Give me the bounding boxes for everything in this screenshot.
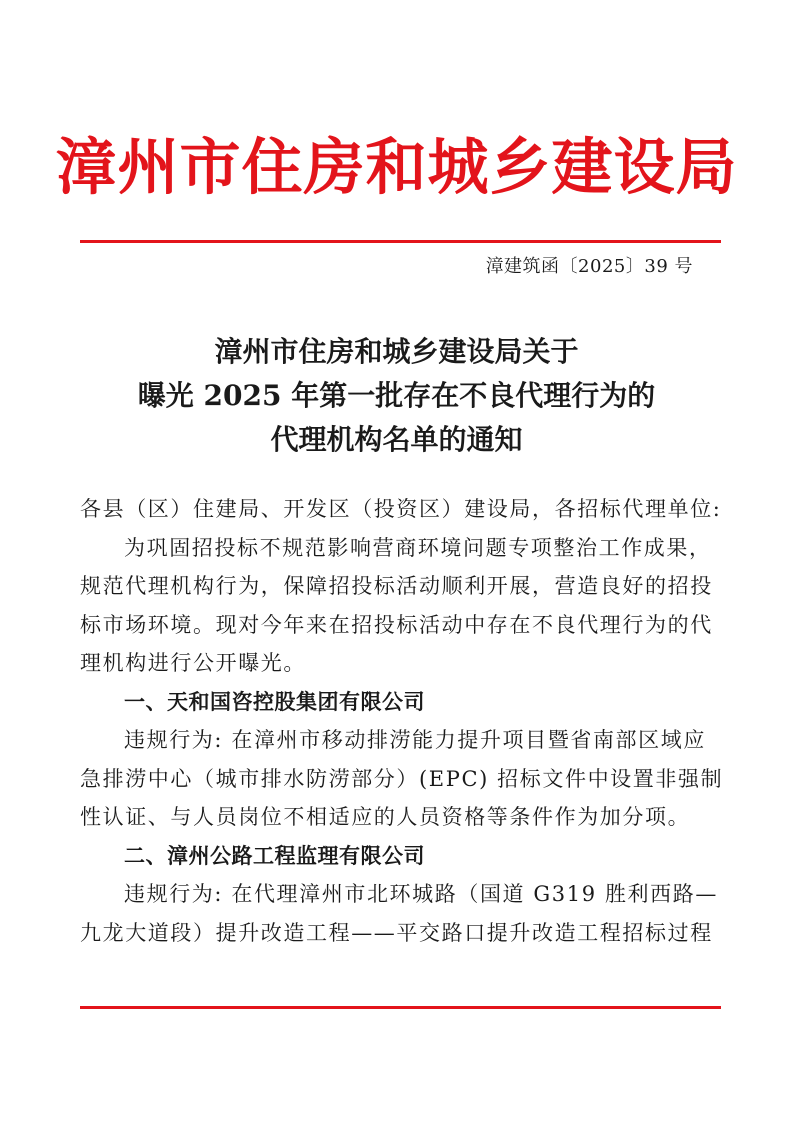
letterhead-top-rule [80, 240, 721, 243]
document-number: 漳建筑函〔2025〕39 号 [485, 256, 693, 277]
section-line: 性认证、与人员岗位不相适应的人员资格等条件作为加分项。 [80, 805, 691, 829]
section-heading: 一、天和国咨控股集团有限公司 [124, 689, 425, 714]
document-title [0, 330, 793, 462]
intro-line: 理机构进行公开曝光。 [80, 651, 306, 675]
section-line: 急排涝中心（城市排水防涝部分）(EPC) 招标文件中设置非强制 [80, 766, 724, 791]
intro-line: 为巩固招投标不规范影响营商环境问题专项整治工作成果， [124, 535, 712, 560]
title-line-2: 曝光 2025 年第一批存在不良代理行为的 [137, 379, 656, 412]
letterhead-bottom-rule [80, 1006, 721, 1009]
letterhead-title: 漳州市住房和城乡建设局 [55, 132, 738, 203]
intro-paragraph [80, 529, 720, 683]
intro-line: 规范代理机构行为，保障招投标活动顺利开展，营造良好的招投 [80, 574, 713, 598]
section-line: 违规行为: 在代理漳州市北环城路（国道 G319 胜利西路— [124, 882, 718, 906]
section-heading: 二、漳州公路工程监理有限公司 [124, 843, 425, 868]
section-1 [80, 683, 724, 837]
section-line: 九龙大道段）提升改造工程——平交路口提升改造工程招标过程 [80, 920, 713, 945]
section-line: 违规行为: 在漳州市移动排涝能力提升项目暨省南部区域应 [124, 728, 706, 752]
intro-line: 标市场环境。现对今年来在招投标活动中存在不良代理行为的代 [80, 612, 713, 637]
body-text [80, 490, 724, 952]
title-line-1: 漳州市住房和城乡建设局关于 [214, 335, 579, 368]
title-line-3: 代理机构名单的通知 [270, 423, 523, 456]
section-2 [80, 837, 720, 953]
salutation: 各县（区）住建局、开发区（投资区）建设局，各招标代理单位: [80, 497, 722, 521]
